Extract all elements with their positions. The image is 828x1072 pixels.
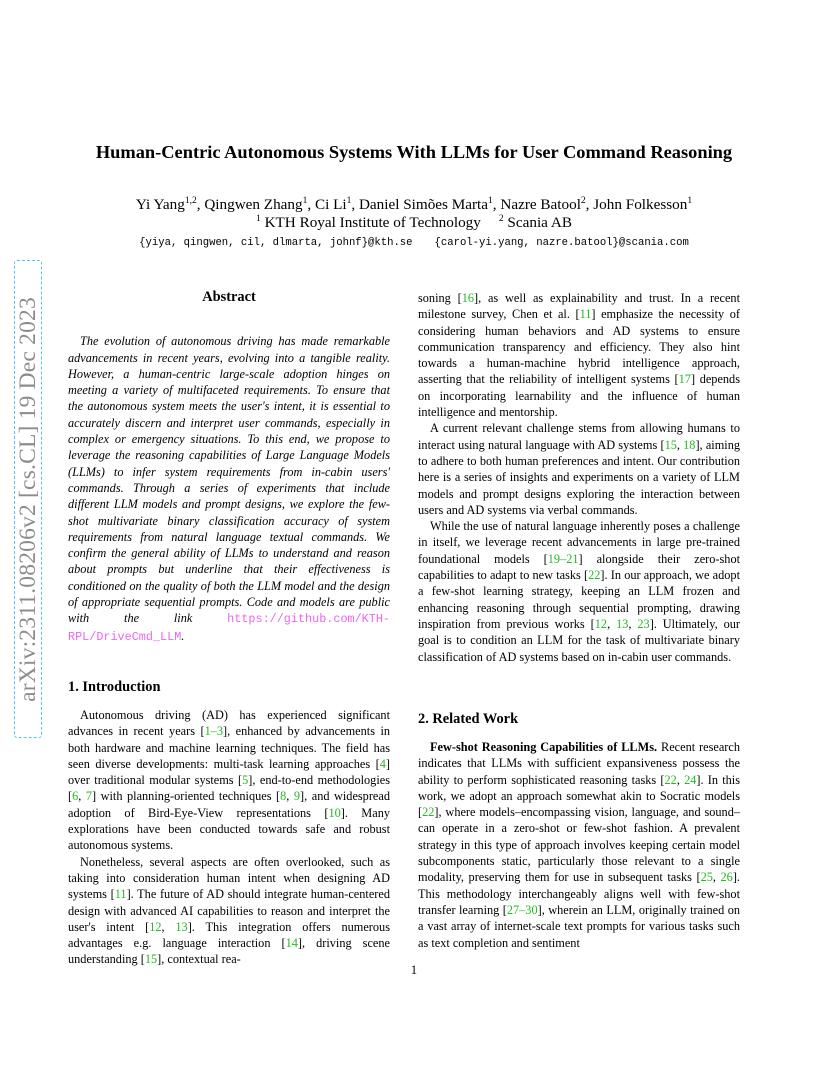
citation-link[interactable]: 7 — [85, 789, 93, 804]
arxiv-side-stamp — [14, 260, 42, 738]
citation-link[interactable]: 22 — [588, 568, 601, 583]
related-work-body — [418, 739, 740, 951]
affiliations — [60, 214, 768, 232]
citation-link[interactable]: 23 — [637, 616, 650, 631]
citation-link[interactable]: 1–3 — [204, 724, 224, 739]
author-emails — [60, 237, 768, 249]
citation-link[interactable]: 5 — [242, 773, 249, 788]
section-heading-related-work: 2. Related Work — [418, 711, 519, 727]
citation-link[interactable]: 8 — [280, 789, 287, 804]
author-name: Qingwen Zhang$^1$ — [204, 196, 308, 213]
citation-link[interactable]: 12 — [594, 616, 608, 631]
citation-link[interactable]: 24 — [684, 772, 697, 787]
author-name: Nazre Batool$^2$ — [500, 196, 586, 213]
intro-paragraph-4: A current relevant challenge stems from allowing humans to interact using natural language with AD systems [15, 18], aiming to adhere to both human preferences and intent. Our contribution here is a series of insights and experiments on a variety of LLM models and prompt designs exploring the interaction between users and AD systems via verbal commands. — [418, 421, 740, 517]
arxiv-identifier: arXiv:2311.08206v2 [cs.CL] 19 Dec 2023 — [14, 296, 41, 702]
citation-link[interactable]: 26 — [720, 870, 733, 885]
citation-link[interactable]: 9 — [293, 789, 301, 804]
citation-link[interactable]: 22 — [422, 805, 435, 820]
affiliation: $^1$ KTH Royal Institute of Technology — [256, 214, 481, 231]
affiliation-marker: 1 — [346, 196, 352, 206]
abstract-paragraph: The evolution of autonomous driving has made remarkable advancements in recent years, evolving into a tangible reality. However, a human-centric large-scale adoption hinges on meeting a variety of multifaceted requirements. To ensure that the autonomous system meets the user's intent, it is essential to accurately discern and interpret user commands, especially in complex or emergency situations. To this end, we propose to leverage the reasoning capabilities of Large Language Models (LLMs) to infer system requirements from in-cabin users' commands. Through a series of experiments that include different LLM models and prompt designs, we explore the few-shot multivariate binary classification accuracy of system requirements from natural language textual commands. We confirm the general ability of LLMs to understand and reason about prompts but underline that their effectiveness is conditioned on the quality of both the LLM model and the design of appropriate sequential prompts. Code and models are public with the link — [68, 334, 390, 626]
citation-link[interactable]: 15 — [144, 952, 158, 967]
page-number: 1 — [410, 963, 418, 977]
intro-paragraph-1: Autonomous driving (AD) has experienced significant advances in recent years [1–3], enhanced by advancements in both hardware and machine learning techniques. The field has seen diverse developments: multi-task learning approaches [4] over traditional modular systems [5], end-to-end methodologies [6, 7] with planning-oriented techniques [8, 9], and widespread adoption of Bird-Eye-View representations [10]. Many explorations have been conducted towards safe and robust autonomous systems. — [68, 708, 391, 853]
email-scania: {carol-yi.yang, nazre.batool}@scania.com — [434, 237, 689, 249]
citation-link[interactable]: 6 — [72, 789, 79, 804]
paper-title: Human-Centric Autonomous Systems With LLMs for User Command Reasoning — [95, 142, 733, 162]
citation-link[interactable]: 22 — [664, 772, 677, 787]
abstract-text: The evolution of autonomous driving has made remarkable advancements in recent years, evolving into a tangible reality. However, a human-centric large-scale adoption hinges on meeting a variety of multifaceted requirements. To ensure that the autonomous system meets the user's intent, it is essential to accurately discern and interpret user commands, especially in complex or emergency situations. To this end, we propose to leverage the reasoning capabilities of Large Language Models (LLMs) to infer system requirements from in-cabin users' commands. Through a series of experiments that include different LLM models and prompt designs, we explore the few-shot multivariate binary classification accuracy of system requirements from natural language textual commands. We confirm the general ability of LLMs to understand and reason about prompts but underline that their effectiveness is conditioned on the quality of both the LLM model and the design of appropriate sequential prompts. Code and models are public with the link https://github.com/KTH-RPL/DriveCmd_LLM. — [68, 334, 390, 644]
citation-link[interactable]: 4 — [379, 756, 386, 771]
author-name: Yi Yang$^{1,2}$ — [135, 196, 197, 213]
citation-link[interactable]: 14 — [285, 936, 298, 951]
author-name: Ci Li$^1$ — [314, 196, 352, 213]
paragraph-title: Few-shot Reasoning Capabilities of LLMs. — [430, 740, 658, 754]
abstract-heading: Abstract — [202, 289, 256, 305]
intro-paragraph-3: soning [16], as well as explainability and trust. In a recent milestone survey, Chen et al. [11] emphasize the necessity of considering human behaviors and AD systems to ensure communication transparency and efficiency. They also hint towards a human-machine hybrid intelligence approach, asserting that the reliability of intelligent systems [17] depends on incorporating learnability and the influence of human intelligence and mentorship. — [418, 291, 740, 420]
introduction-body — [68, 707, 390, 968]
affiliation-marker: 1,2 — [184, 196, 197, 206]
citation-link[interactable]: 17 — [678, 372, 691, 387]
author-list: Yi Yang$^{1,2}$, Qingwen Zhang$^1$, Ci Li$^1$, Daniel Simões Marta$^1$, Nazre Batool$^2$, John Folkesson$^1$ — [135, 196, 693, 213]
affiliation-marker: 2 — [580, 196, 586, 206]
citation-link[interactable]: 11 — [114, 887, 127, 902]
intro-paragraph-2: Nonetheless, several aspects are often overlooked, such as taking into consideration human intent when designing AD systems [11]. The future of AD should integrate human-centered design with advanced AI capabilities to reason and interpret the user's intent [12, 13]. This integration offers numerous advantages e.g. language interaction [14], driving scene understanding [15], contextual rea- — [68, 854, 390, 967]
citation-link[interactable]: 18 — [683, 437, 696, 452]
affiliation: $^2$ Scania AB — [498, 214, 572, 231]
citation-link[interactable]: 10 — [328, 805, 341, 820]
citation-link[interactable]: 19–21 — [547, 551, 579, 566]
affiliation-marker: 1 — [488, 196, 493, 206]
affiliation-marker: 1 — [687, 196, 693, 206]
citation-link[interactable]: 11 — [579, 307, 592, 322]
citation-link[interactable]: 15 — [664, 437, 677, 452]
citation-link[interactable]: 16 — [461, 291, 474, 305]
citation-link[interactable]: 27–30 — [506, 902, 538, 917]
citation-link[interactable]: 12 — [149, 919, 162, 934]
citation-link[interactable]: 13 — [175, 919, 188, 934]
section-heading-introduction: 1. Introduction — [68, 679, 161, 695]
citation-link[interactable]: 13 — [616, 616, 629, 631]
author-name: Daniel Simões Marta$^1$ — [358, 196, 493, 213]
author-name: John Folkesson$^1$ — [593, 196, 693, 213]
email-kth: {yiya, qingwen, cil, dlmarta, johnf}@kth.se — [139, 237, 413, 249]
related-paragraph-1: Few-shot Reasoning Capabilities of LLMs. Recent research indicates that LLMs with sufficient expansiveness possess the ability to perform sophisticated reasoning tasks [22, 24]. In this work, we adopt an approach somewhat akin to Socratic models [22], where models–encompassing vision, language, and sound–can operate in a zero-shot or few-shot fashion. A prevalent strategy in this type of approach involves keeping certain model subcomponents static, particularly those relevant to a single modality, preserving them for use in subsequent tasks [25, 26]. This methodology interchangeably aligns well with few-shot transfer learning [27–30], wherein an LLM, originally trained on a vast array of internet-scale text prompts for various tasks such as text completion and sentiment — [418, 740, 741, 950]
code-link[interactable]: https://github.com/KTH-RPL/DriveCmd_LLM — [68, 612, 390, 644]
citation-link[interactable]: 25 — [700, 870, 713, 885]
affiliation-marker: 1 — [302, 196, 308, 206]
intro-paragraph-5: While the use of natural language inherently poses a challenge in itself, we leverage recent advancements in large pre-trained foundational models [19–21] alongside their zero-shot capabilities to adapt to new tasks [22]. In our approach, we adopt a few-shot learning strategy, keeping an LLM frozen and enhancing reasoning through sequential prompting, drawing inspiration from previous works [12, 13, 23]. Ultimately, our goal is to condition an LLM for the task of multivariate binary classification of AD systems based on in-cabin user commands. — [418, 519, 741, 664]
right-column-intro-continued — [418, 290, 740, 665]
